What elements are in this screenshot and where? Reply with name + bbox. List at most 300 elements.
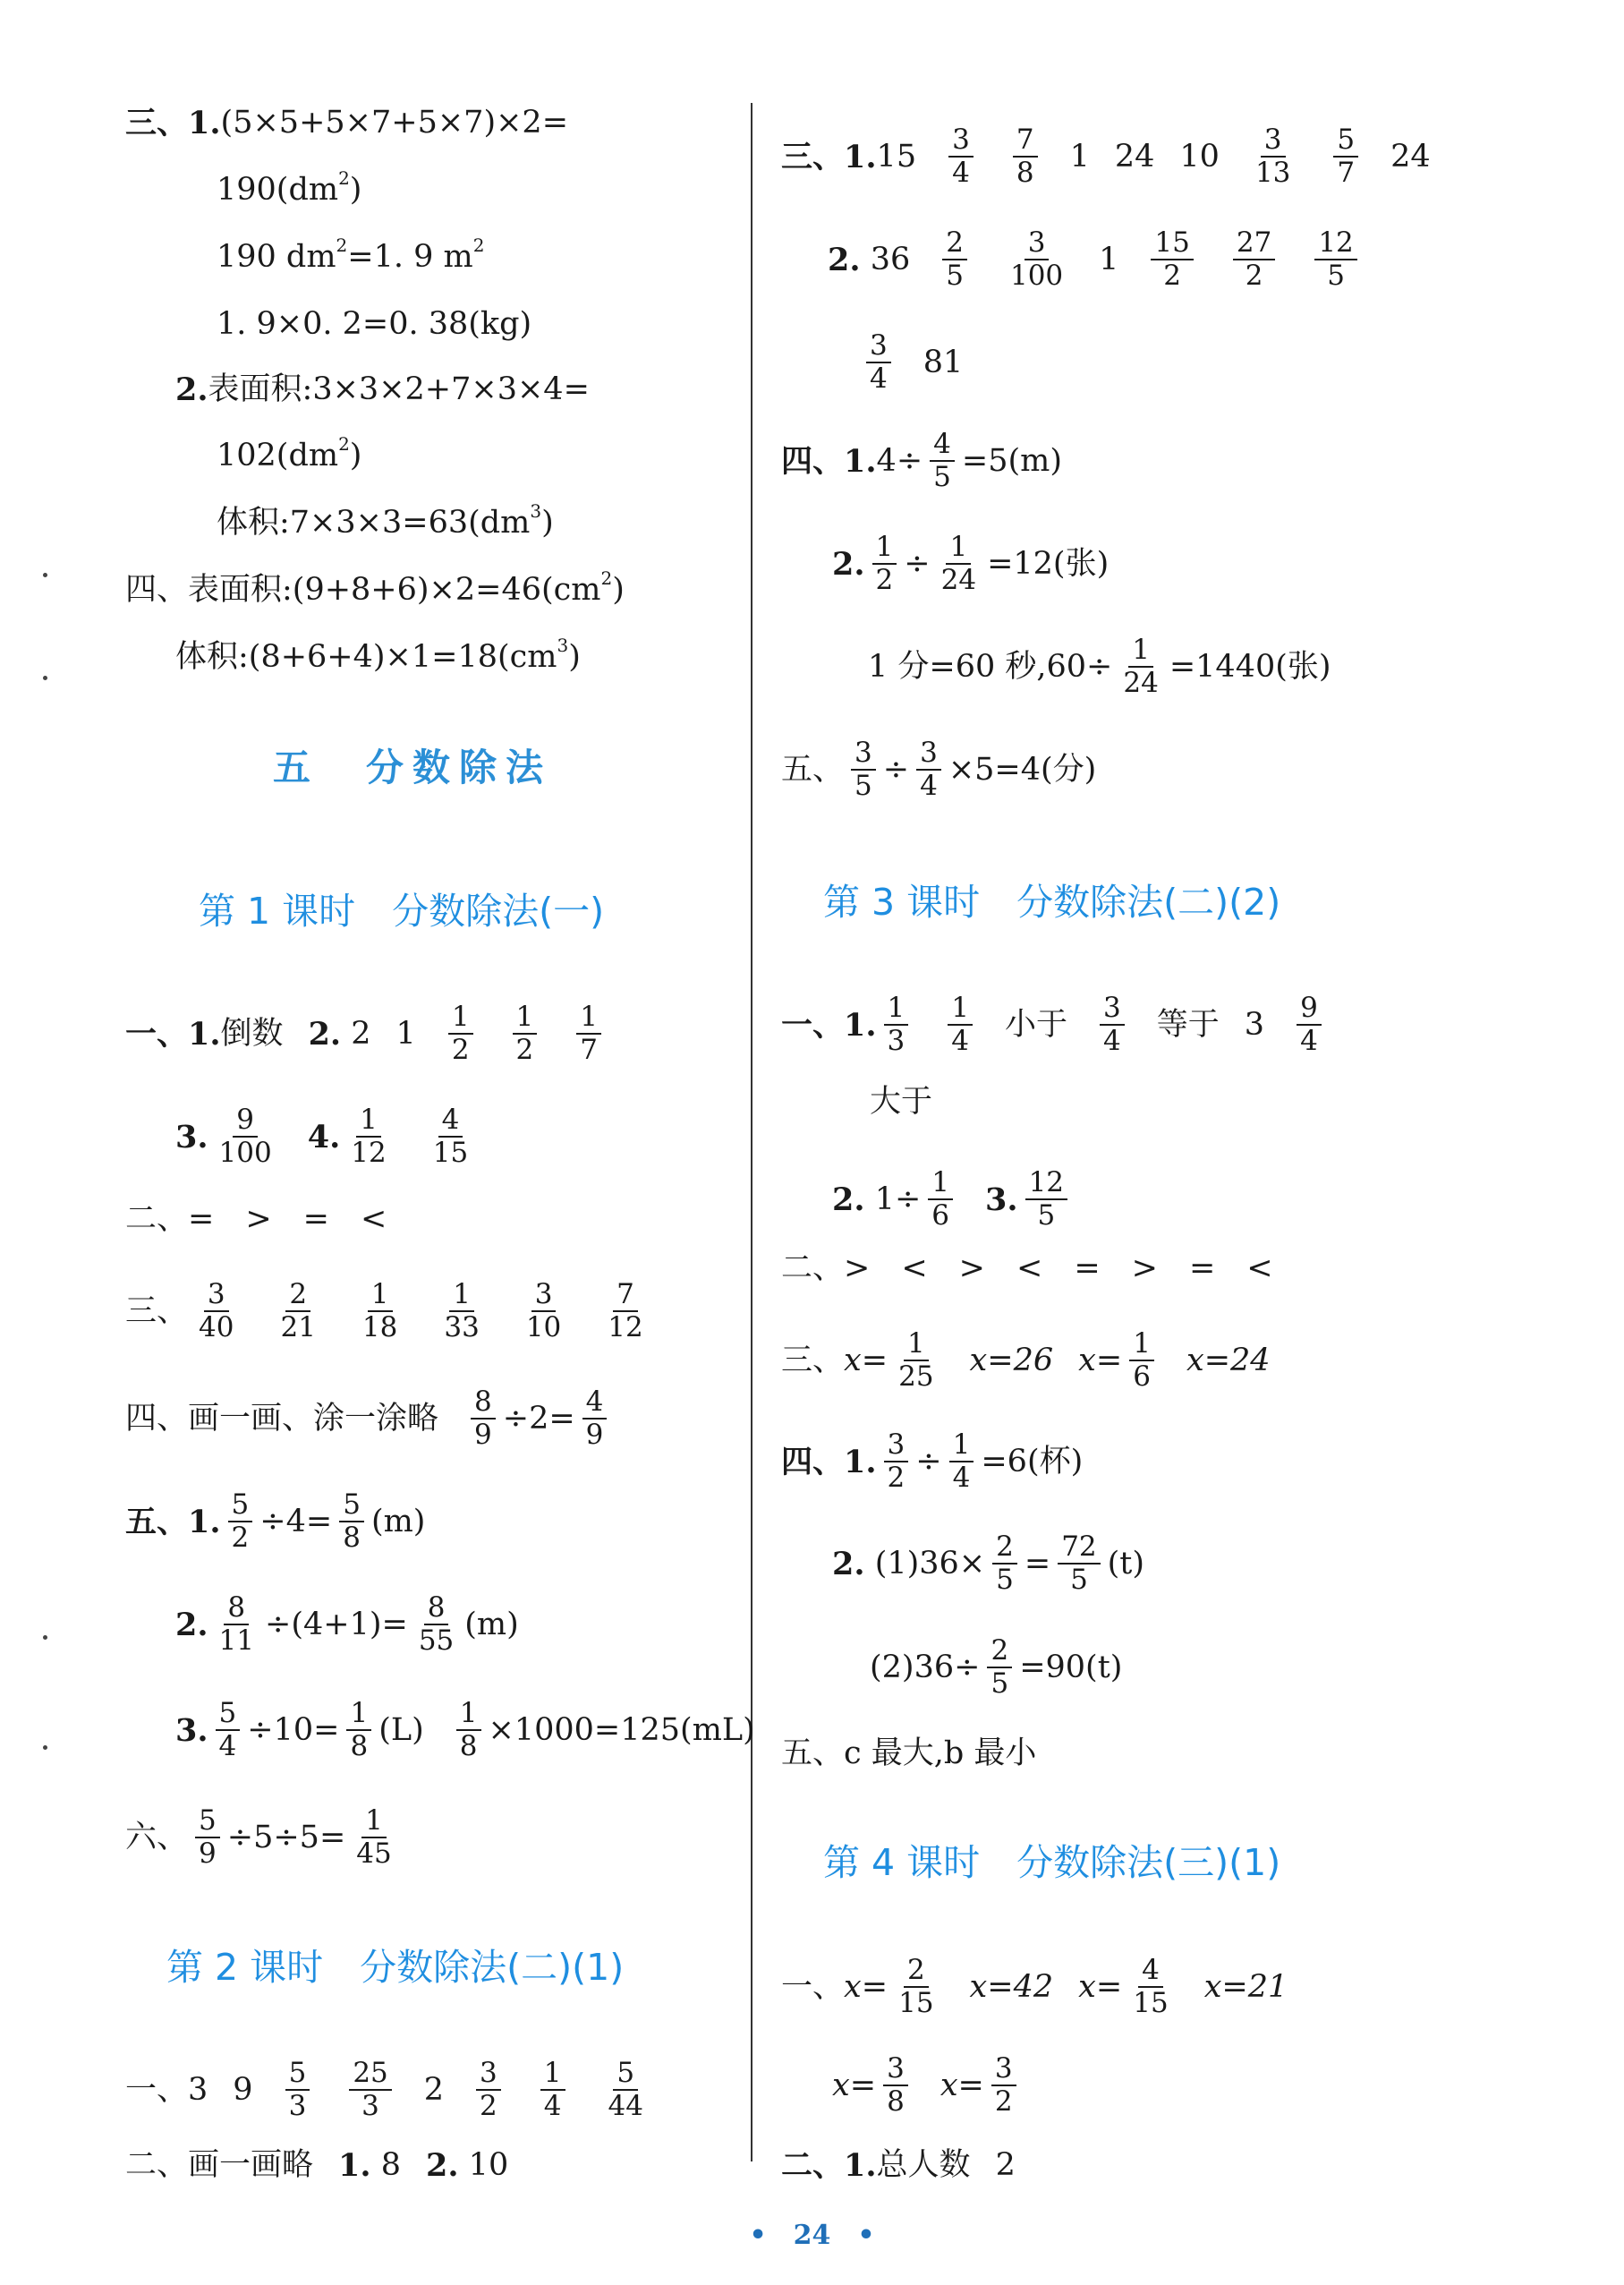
fraction bbox=[195, 1280, 237, 1343]
lesson-title: 第 4 课时 分数除法(三)(1) bbox=[823, 1841, 1281, 1884]
fraction bbox=[216, 1593, 258, 1657]
fraction bbox=[359, 1280, 401, 1343]
answer-line bbox=[175, 371, 590, 408]
fraction bbox=[605, 2059, 647, 2122]
text-segment: ÷5÷5= bbox=[226, 1819, 346, 1855]
text-segment: 4 bbox=[438, 1105, 463, 1138]
text-segment: 1 bbox=[904, 1329, 929, 1361]
text-segment: 2 bbox=[423, 2071, 445, 2108]
text-segment: 2. bbox=[828, 241, 861, 278]
text-segment: 1 bbox=[356, 1105, 381, 1138]
text-segment: 2. bbox=[832, 1545, 865, 1582]
text-segment: ×5=4(分) bbox=[948, 751, 1097, 788]
text-segment: 5 bbox=[285, 2059, 310, 2091]
text-segment: 24 bbox=[1123, 667, 1159, 700]
text-segment: 24 bbox=[1390, 138, 1431, 175]
answer-line bbox=[125, 1490, 425, 1554]
fraction bbox=[948, 125, 974, 189]
text-segment: 一、1. bbox=[781, 1006, 877, 1044]
text-segment: 2 bbox=[351, 1015, 371, 1052]
text-segment: 2 bbox=[515, 1034, 534, 1067]
text-segment: 体积:(8+6+4)×1=18(cm bbox=[175, 639, 557, 675]
text-segment: 4 bbox=[1300, 1025, 1318, 1058]
fraction bbox=[1025, 1168, 1067, 1232]
text-segment: 1 bbox=[346, 1699, 371, 1731]
text-segment: x= bbox=[940, 2067, 984, 2103]
text-segment: 55 bbox=[418, 1624, 455, 1658]
text-segment: (m) bbox=[370, 1503, 426, 1539]
text-segment: 5 bbox=[1333, 125, 1358, 158]
text-segment: ) bbox=[541, 505, 554, 541]
text-segment: 3 bbox=[884, 1430, 909, 1462]
answer-line bbox=[832, 533, 1109, 596]
answer-line bbox=[125, 2147, 509, 2184]
fraction bbox=[1129, 1956, 1171, 2019]
text-segment: 1 bbox=[948, 993, 973, 1026]
answer-line bbox=[175, 1105, 479, 1169]
text-segment: 4 bbox=[951, 1025, 970, 1058]
text-segment: 三、 bbox=[125, 1292, 189, 1329]
text-segment: 3. bbox=[985, 1181, 1018, 1218]
text-segment: 4 bbox=[870, 362, 888, 396]
fraction bbox=[471, 1387, 496, 1451]
text-segment: 3 bbox=[948, 125, 974, 158]
text-segment: 6 bbox=[931, 1199, 950, 1232]
text-segment: 3 bbox=[1261, 125, 1286, 158]
fraction bbox=[938, 533, 980, 596]
text-segment: 24 bbox=[940, 564, 977, 597]
text-segment: 1 bbox=[540, 2059, 565, 2091]
fraction bbox=[1100, 993, 1125, 1057]
answer-line bbox=[125, 567, 625, 608]
text-segment: 10 bbox=[468, 2147, 509, 2183]
text-segment: 9 bbox=[233, 2071, 253, 2108]
answer-line bbox=[125, 1387, 614, 1451]
text-segment: ÷ bbox=[904, 545, 931, 582]
text-segment: = > = < bbox=[188, 1201, 387, 1237]
fraction bbox=[948, 993, 973, 1057]
fraction bbox=[884, 993, 909, 1057]
text-segment: 1 bbox=[884, 993, 909, 1026]
fraction bbox=[576, 1002, 601, 1066]
answer-line bbox=[217, 306, 532, 342]
text-segment: 2 bbox=[338, 432, 350, 455]
text-segment: 倒数 bbox=[220, 1015, 284, 1052]
text-segment: 4 bbox=[1138, 1956, 1163, 1988]
text-segment: ÷ bbox=[882, 751, 910, 788]
text-segment: 7 bbox=[613, 1280, 638, 1312]
text-segment: 2 bbox=[995, 2147, 1016, 2183]
fraction bbox=[1013, 125, 1038, 189]
fraction bbox=[1297, 993, 1322, 1057]
text-segment: 2. bbox=[832, 1181, 865, 1218]
text-segment: 5 bbox=[228, 1490, 253, 1522]
fraction bbox=[942, 228, 967, 292]
fraction bbox=[1252, 125, 1294, 189]
text-segment: 五、 bbox=[781, 751, 845, 788]
page-number: • 24 • bbox=[749, 2220, 875, 2251]
text-segment: x=21 bbox=[1203, 1968, 1288, 2005]
column-divider bbox=[751, 103, 752, 2161]
fraction bbox=[992, 1532, 1017, 1596]
text-segment: 5 bbox=[855, 770, 872, 803]
text-segment: 4 bbox=[582, 1387, 608, 1420]
fraction bbox=[429, 1105, 472, 1169]
fraction bbox=[347, 1105, 389, 1169]
text-segment: 5 bbox=[195, 1806, 220, 1838]
text-segment: 4 bbox=[218, 1730, 237, 1763]
text-segment: 三、 bbox=[781, 1342, 845, 1378]
text-segment: 1 bbox=[872, 533, 897, 565]
text-segment: 40 bbox=[199, 1311, 234, 1344]
fraction bbox=[1233, 228, 1275, 292]
text-segment: x= bbox=[1078, 1968, 1123, 2005]
answer-line bbox=[125, 107, 568, 139]
text-segment: =6(杯) bbox=[981, 1443, 1084, 1479]
text-segment: 13 bbox=[1254, 157, 1291, 190]
fraction bbox=[1007, 228, 1067, 292]
text-segment: ÷4= bbox=[259, 1503, 333, 1539]
text-segment: 5 bbox=[1070, 1564, 1088, 1597]
text-segment: 1 分=60 秒,60÷ bbox=[868, 648, 1113, 685]
text-segment: 2 bbox=[942, 228, 967, 260]
text-segment: 3 bbox=[887, 1025, 906, 1058]
text-segment: ) bbox=[349, 438, 362, 473]
text-segment: 8 bbox=[471, 1387, 496, 1420]
text-segment: 9 bbox=[233, 1105, 258, 1138]
text-segment: 24 bbox=[1114, 138, 1155, 175]
text-segment: 36 bbox=[870, 241, 911, 277]
fraction bbox=[1314, 228, 1356, 292]
fraction bbox=[1151, 228, 1193, 292]
text-segment: 2 bbox=[987, 1636, 1012, 1668]
fraction bbox=[930, 430, 955, 493]
fraction bbox=[513, 1002, 538, 1066]
text-segment: 1 bbox=[456, 1699, 481, 1731]
text-segment: 3 bbox=[204, 1280, 229, 1312]
text-segment: 二、画一画略 bbox=[125, 2147, 314, 2183]
text-segment: 二、1. bbox=[781, 2147, 877, 2184]
text-segment: 8 bbox=[887, 2085, 905, 2119]
answer-line bbox=[125, 1002, 608, 1066]
fraction bbox=[866, 331, 891, 395]
text-segment: 3 bbox=[866, 331, 891, 363]
text-segment: 3 bbox=[916, 738, 941, 771]
text-segment: =5(m) bbox=[961, 442, 1062, 479]
fraction bbox=[582, 1387, 608, 1451]
answer-line bbox=[832, 1168, 1075, 1232]
text-segment: 5 bbox=[1037, 1199, 1056, 1232]
text-segment: 8 bbox=[380, 2147, 401, 2183]
text-segment: 8 bbox=[350, 1730, 369, 1763]
text-segment: 9 bbox=[199, 1837, 217, 1871]
fraction bbox=[448, 1002, 473, 1066]
text-segment: 4. bbox=[307, 1118, 341, 1155]
text-segment: 2 bbox=[600, 567, 613, 589]
text-segment: x= bbox=[844, 1342, 889, 1378]
text-segment: 4 bbox=[952, 157, 970, 190]
margin-dot bbox=[43, 1635, 47, 1640]
text-segment: 1 bbox=[513, 1002, 538, 1035]
text-segment: 12 bbox=[1314, 228, 1356, 260]
fraction bbox=[195, 1806, 220, 1870]
text-segment: 9 bbox=[1297, 993, 1322, 1026]
fraction bbox=[440, 1280, 482, 1343]
text-segment: 5 bbox=[991, 1667, 1009, 1701]
text-segment: 三、1. bbox=[781, 138, 877, 175]
text-segment: 12 bbox=[608, 1311, 643, 1344]
text-segment: 3 bbox=[883, 2054, 908, 2086]
text-segment: 2 bbox=[1245, 260, 1263, 293]
fraction bbox=[949, 1430, 974, 1494]
fraction bbox=[216, 1105, 276, 1169]
fraction bbox=[872, 533, 897, 596]
text-segment: (2)36÷ bbox=[870, 1649, 981, 1685]
text-segment: 5 bbox=[996, 1564, 1014, 1597]
answer-line bbox=[175, 1699, 755, 1762]
text-segment: 四、1. bbox=[781, 442, 877, 480]
text-segment: 25 bbox=[349, 2059, 391, 2091]
answer-line bbox=[781, 1956, 1288, 2019]
text-segment: (m) bbox=[464, 1606, 519, 1642]
fraction bbox=[1333, 125, 1358, 189]
text-segment: 二、 bbox=[781, 1250, 845, 1286]
text-segment: 72 bbox=[1058, 1532, 1100, 1565]
text-segment: 100 bbox=[218, 1137, 272, 1170]
text-segment: 1÷ bbox=[874, 1181, 922, 1217]
text-segment: 1 bbox=[449, 1280, 474, 1312]
text-segment: 9 bbox=[474, 1419, 492, 1452]
fraction bbox=[991, 2054, 1016, 2118]
text-segment: 2 bbox=[338, 166, 350, 189]
text-segment: 190(dm bbox=[217, 172, 339, 208]
answer-line bbox=[217, 499, 554, 541]
text-segment: x=24 bbox=[1186, 1342, 1271, 1378]
fraction bbox=[216, 1699, 241, 1762]
text-segment: 3 bbox=[188, 2071, 208, 2108]
fraction bbox=[851, 738, 876, 802]
text-segment: 1 bbox=[1129, 1329, 1154, 1361]
text-segment: 2 bbox=[887, 1462, 906, 1495]
text-segment: =12(张) bbox=[987, 545, 1110, 582]
fraction bbox=[523, 1280, 565, 1343]
text-segment: 1. bbox=[338, 2147, 371, 2184]
text-segment: 2. bbox=[308, 1015, 342, 1053]
text-segment: 1 bbox=[1099, 241, 1119, 277]
text-segment: 2 bbox=[451, 1034, 470, 1067]
text-segment: 1 bbox=[361, 1806, 387, 1838]
text-segment: 等于 bbox=[1156, 1006, 1220, 1043]
fraction bbox=[884, 1430, 909, 1494]
text-segment: 5 bbox=[613, 2059, 638, 2091]
text-segment: 2 bbox=[285, 1280, 310, 1312]
fraction bbox=[928, 1168, 953, 1232]
answer-line bbox=[868, 635, 1331, 699]
text-segment: 81 bbox=[923, 344, 964, 380]
text-segment: 3 bbox=[1025, 228, 1050, 260]
fraction bbox=[895, 1956, 937, 2019]
answer-line bbox=[781, 738, 1096, 802]
fraction bbox=[456, 1699, 481, 1762]
text-segment: 2 bbox=[336, 234, 348, 256]
text-segment: (L) bbox=[378, 1711, 424, 1748]
text-segment: 1 bbox=[1128, 635, 1153, 668]
text-segment: 190 dm bbox=[217, 239, 336, 275]
text-segment: (1)36× bbox=[874, 1545, 986, 1582]
text-segment: 15 bbox=[1151, 228, 1193, 260]
text-segment: 8 bbox=[343, 1522, 361, 1555]
text-segment: 3 bbox=[1244, 1006, 1265, 1043]
fraction bbox=[476, 2059, 501, 2122]
text-segment: 7 bbox=[580, 1034, 599, 1067]
text-segment: 1 bbox=[576, 1002, 601, 1035]
text-segment: 大于 bbox=[870, 1084, 933, 1120]
text-segment: 1 bbox=[448, 1002, 473, 1035]
text-segment: 2. bbox=[832, 545, 865, 583]
text-segment: 6 bbox=[1133, 1360, 1151, 1394]
answer-line bbox=[870, 1084, 933, 1120]
text-segment: 5 bbox=[933, 461, 951, 494]
text-segment: 3. bbox=[175, 1711, 208, 1749]
text-segment: 3 bbox=[557, 634, 569, 656]
text-segment: 2 bbox=[1163, 260, 1182, 293]
text-segment: 18 bbox=[361, 1311, 398, 1344]
text-segment: 一、1. bbox=[125, 1015, 221, 1053]
text-segment: ) bbox=[349, 172, 362, 208]
text-segment: 4 bbox=[930, 430, 955, 462]
text-segment: (5×5+5×7+5×7)×2= bbox=[220, 105, 569, 141]
answer-line bbox=[217, 166, 362, 208]
text-segment: 8 bbox=[224, 1593, 249, 1625]
text-segment: =90(t) bbox=[1019, 1649, 1123, 1685]
text-segment: 表面积:3×3×2+7×3×4= bbox=[208, 371, 590, 407]
text-segment: 1 bbox=[928, 1168, 953, 1200]
fraction bbox=[916, 738, 941, 802]
fraction bbox=[349, 2059, 391, 2122]
text-segment: 44 bbox=[608, 2090, 643, 2123]
fraction bbox=[346, 1699, 371, 1762]
text-segment: (t) bbox=[1107, 1545, 1145, 1582]
text-segment: 一、 bbox=[125, 2071, 189, 2108]
fraction bbox=[1129, 1329, 1154, 1393]
text-segment: 4 bbox=[952, 1462, 971, 1495]
answer-line bbox=[781, 1430, 1083, 1494]
text-segment: ÷2= bbox=[502, 1400, 575, 1437]
text-segment: 10 bbox=[525, 1311, 562, 1344]
text-segment: 2. bbox=[425, 2147, 459, 2184]
answer-line bbox=[175, 1593, 519, 1657]
text-segment: 5 bbox=[339, 1490, 364, 1522]
text-segment: 3 bbox=[991, 2054, 1016, 2086]
text-segment: 3. bbox=[175, 1118, 208, 1155]
text-segment: 3 bbox=[288, 2090, 307, 2123]
text-segment: 2 bbox=[904, 1956, 929, 1988]
text-segment: 12 bbox=[1025, 1168, 1067, 1200]
answer-line bbox=[125, 1201, 387, 1237]
fraction bbox=[285, 2059, 310, 2122]
text-segment: 5 bbox=[216, 1699, 241, 1731]
fraction bbox=[895, 1329, 937, 1393]
answer-line bbox=[828, 228, 1365, 292]
margin-dot bbox=[43, 1745, 47, 1750]
text-segment: 3 bbox=[1100, 993, 1125, 1026]
text-segment: 2 bbox=[994, 2085, 1013, 2119]
text-segment: 9 bbox=[585, 1419, 604, 1452]
text-segment: 2. bbox=[175, 371, 208, 408]
text-segment: 2. bbox=[175, 1606, 208, 1643]
text-segment: c 最大,b 最小 bbox=[844, 1735, 1037, 1771]
answer-line bbox=[832, 2054, 1024, 2118]
text-segment: 102(dm bbox=[217, 438, 339, 473]
answer-line bbox=[781, 1250, 1273, 1286]
answer-line bbox=[781, 2147, 1016, 2184]
answer-line bbox=[781, 1735, 1037, 1771]
text-segment: 7 bbox=[1337, 157, 1356, 190]
text-segment: 3 bbox=[530, 499, 542, 522]
text-segment: 8 bbox=[1016, 157, 1034, 190]
text-segment: 2 bbox=[992, 1532, 1017, 1565]
lesson-title: 第 1 课时 分数除法(一) bbox=[199, 890, 605, 933]
fraction bbox=[540, 2059, 565, 2122]
fraction bbox=[1058, 1532, 1100, 1596]
lesson-title: 第 2 课时 分数除法(二)(1) bbox=[166, 1946, 625, 1989]
answer-line bbox=[175, 634, 581, 675]
text-segment: x=26 bbox=[969, 1342, 1054, 1378]
text-segment: 五、 bbox=[781, 1735, 845, 1771]
answer-line bbox=[781, 1329, 1271, 1393]
text-segment: 2 bbox=[875, 564, 894, 597]
text-segment: 12 bbox=[351, 1137, 387, 1170]
fraction bbox=[353, 1806, 395, 1870]
text-segment: 3 bbox=[531, 1280, 557, 1312]
answer-line bbox=[781, 430, 1062, 493]
text-segment: 小于 bbox=[1005, 1006, 1068, 1043]
text-segment: 10 bbox=[1179, 138, 1220, 175]
answer-line bbox=[125, 1806, 403, 1870]
fraction bbox=[339, 1490, 364, 1554]
text-segment: 四、1. bbox=[781, 1443, 877, 1480]
text-segment: 5 bbox=[946, 260, 964, 293]
text-segment: 1 bbox=[368, 1280, 393, 1312]
text-segment: 六、 bbox=[125, 1819, 189, 1855]
answer-line bbox=[870, 1636, 1122, 1700]
text-segment: 1 bbox=[395, 1015, 416, 1052]
answer-line bbox=[781, 993, 1329, 1057]
text-segment: =1. 9 m bbox=[347, 239, 473, 275]
text-segment: ÷ bbox=[915, 1443, 942, 1479]
text-segment: 四、表面积:(9+8+6)×2=46(cm bbox=[125, 572, 601, 608]
text-segment: 二、 bbox=[125, 1201, 189, 1237]
text-segment: = bbox=[1024, 1545, 1051, 1582]
text-segment: 五、1. bbox=[125, 1503, 221, 1540]
text-segment: ×1000=125(mL) bbox=[488, 1711, 755, 1748]
text-segment: 4 bbox=[1103, 1025, 1121, 1058]
text-segment: 25 bbox=[898, 1360, 934, 1394]
text-segment: ) bbox=[568, 639, 581, 675]
margin-dot bbox=[43, 676, 47, 680]
text-segment: 三、1. bbox=[125, 105, 221, 141]
text-segment: 2 bbox=[480, 2090, 497, 2123]
text-segment: 3 bbox=[476, 2059, 501, 2091]
answer-line bbox=[781, 125, 1431, 189]
text-segment: 45 bbox=[356, 1837, 392, 1871]
text-segment: 7 bbox=[1013, 125, 1038, 158]
text-segment: 15 bbox=[876, 138, 917, 175]
fraction bbox=[987, 1636, 1012, 1700]
text-segment: 27 bbox=[1233, 228, 1275, 260]
text-segment: 21 bbox=[280, 1311, 316, 1344]
text-segment: > < > < = > = < bbox=[844, 1250, 1273, 1286]
